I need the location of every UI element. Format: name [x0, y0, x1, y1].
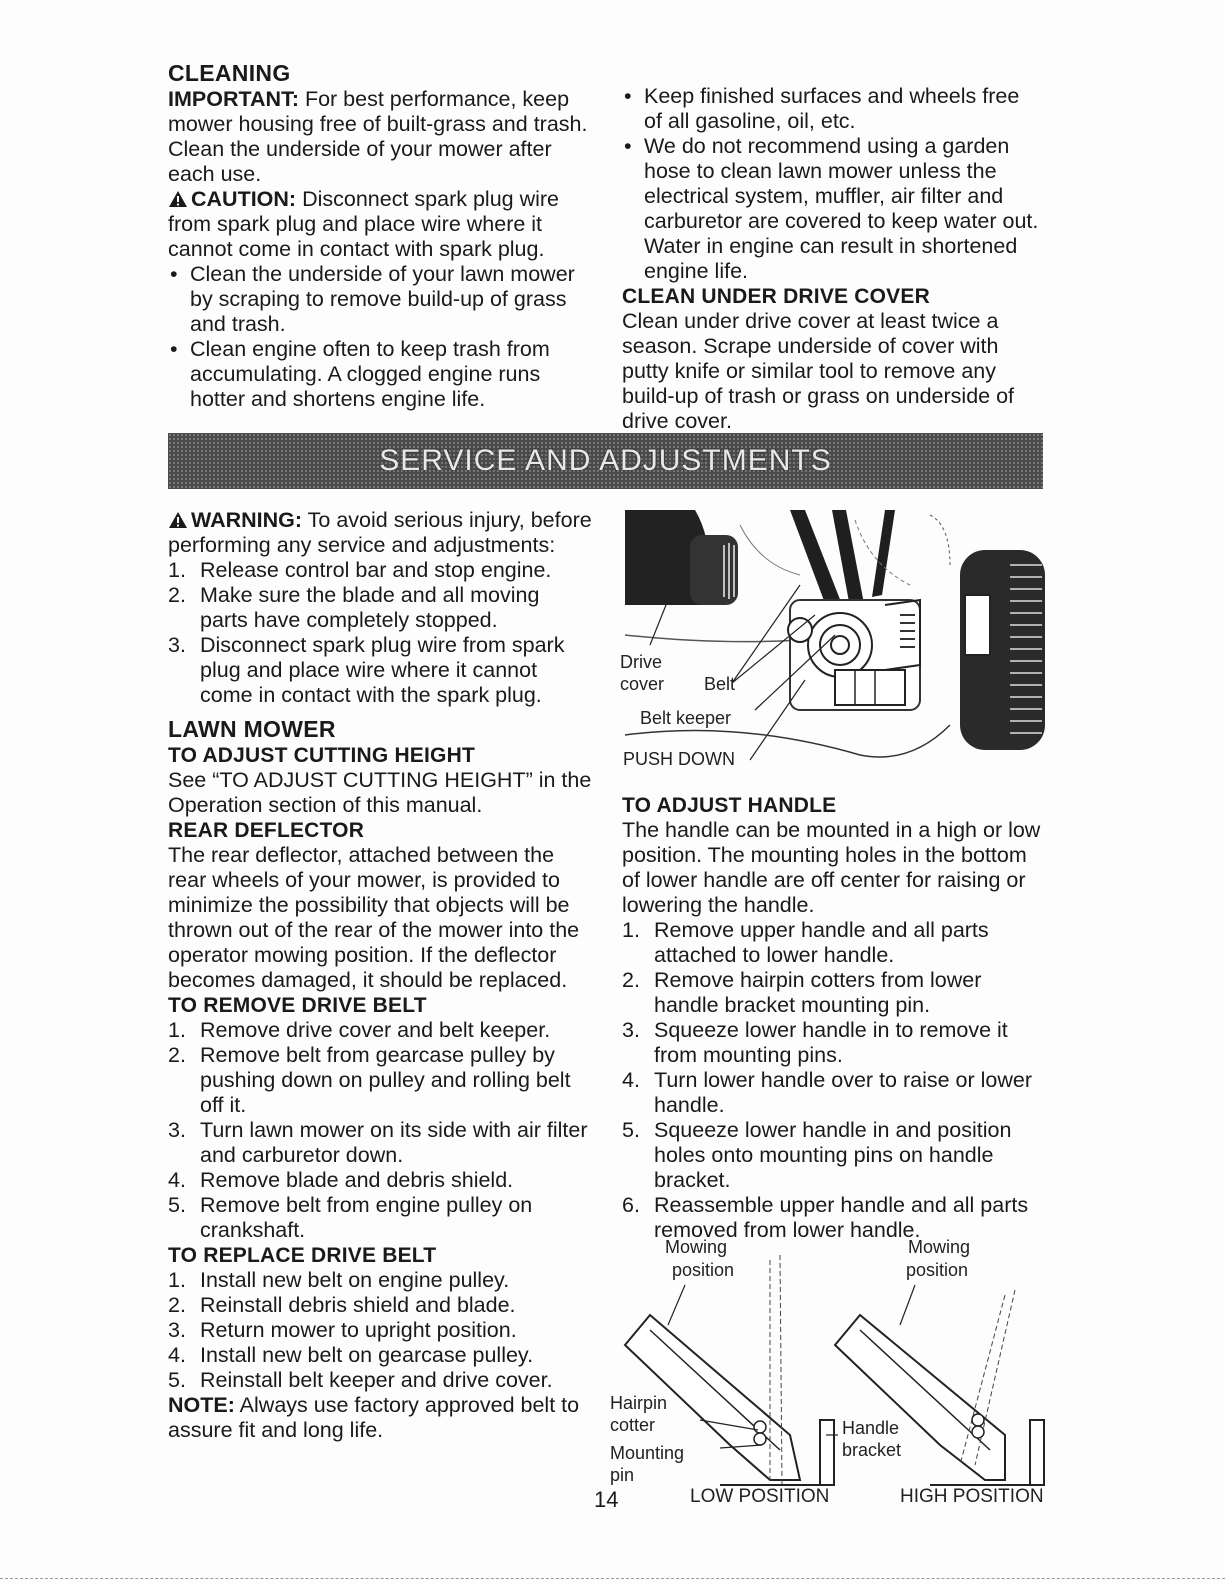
list-item: 3. Return mower to upright position. [168, 1318, 517, 1342]
remove-belt-heading: TO REMOVE DRIVE BELT [168, 994, 427, 1017]
step-text: Install new belt on engine pulley. [200, 1268, 510, 1292]
warning-steps [168, 558, 593, 708]
label-position-high: position [906, 1260, 969, 1280]
label-belt-keeper: Belt keeper [640, 708, 732, 728]
label-mowing-low: Mowing [665, 1237, 728, 1257]
clean-under-drive-cover-heading: CLEAN UNDER DRIVE COVER [622, 285, 930, 308]
replace-belt-heading: TO REPLACE DRIVE BELT [168, 1244, 437, 1267]
clean-under-drive-cover-text: Clean under drive cover at least twice a season. Scrape underside of cover with putty knife or similar tool to remove any build-up of trash or grass on underside of drive cover. [622, 309, 1015, 433]
label-mounting: Mounting [610, 1443, 685, 1463]
warning-lead: WARNING: [191, 508, 303, 532]
step-text: Remove upper handle and all parts attached to lower handle. [654, 918, 989, 967]
note-text: Always use factory approved belt to assure fit and long life. [168, 1393, 580, 1442]
rear-deflector-heading: REAR DEFLECTOR [168, 819, 365, 842]
adjust-handle-steps [622, 918, 1042, 1243]
caution-paragraph [168, 187, 593, 262]
important-lead: IMPORTANT: [168, 87, 299, 111]
adjust-handle-section [622, 793, 1042, 1243]
label-belt: Belt [704, 674, 736, 694]
list-item: 4. Install new belt on gearcase pulley. [168, 1343, 534, 1367]
list-item: 1. Remove drive cover and belt keeper. [168, 1018, 551, 1042]
step-text: Remove hairpin cotters from lower handle bracket mounting pin. [654, 968, 982, 1017]
label-high-position: HIGH POSITION [900, 1486, 1044, 1507]
list-item: 4. Turn lower handle over to raise or lower handle. [622, 1068, 1033, 1117]
step-text: Disconnect spark plug wire from spark plug and place wire where it cannot come in contact with the spark plug. [200, 633, 565, 707]
step-text: Remove blade and debris shield. [200, 1168, 514, 1192]
cleaning-right-section [622, 84, 1042, 434]
step-text: Reassemble upper handle and all parts removed from lower handle. [654, 1193, 1029, 1242]
list-item: 2. Remove belt from gearcase pulley by pushing down on pulley and rolling belt off it. [168, 1043, 571, 1117]
list-item: • We do not recommend using a garden hose to clean lawn mower unless the electrical system, muffler, air filter and carburetor are covered to keep water out. Water in engine can result in shortened engine life. [622, 134, 1042, 284]
page-number: 14 [594, 1487, 619, 1512]
step-text: Squeeze lower handle in and position holes onto mounting pins on handle bracket. [654, 1118, 1012, 1192]
adjust-handle-heading: TO ADJUST HANDLE [622, 794, 837, 817]
cutting-height-heading: TO ADJUST CUTTING HEIGHT [168, 744, 475, 767]
list-item: • Clean engine often to keep trash from accumulating. A clogged engine runs hotter and shortens engine life. [168, 337, 593, 412]
warning-paragraph [168, 508, 593, 558]
label-cover: cover [620, 674, 665, 694]
rear-deflector-text: The rear deflector, attached between the rear wheels of your mower, is provided to minimize the possibility that objects will be thrown out of the rear of the mower into the operator mowing position. If the deflector becomes damaged, it should be replaced. [168, 843, 580, 992]
step-text: Reinstall belt keeper and drive cover. [200, 1368, 553, 1392]
list-item: • Clean the underside of your lawn mower by scraping to remove build-up of grass and trash. [168, 262, 593, 337]
step-text: Turn lower handle over to raise or lower handle. [654, 1068, 1033, 1117]
warning-triangle-icon [168, 190, 188, 208]
step-text: Turn lawn mower on its side with air filter and carburetor down. [200, 1118, 588, 1167]
list-item: 4. Remove blade and debris shield. [168, 1168, 514, 1192]
remove-belt-steps [168, 1018, 593, 1243]
list-item: 5. Reinstall belt keeper and drive cover. [168, 1368, 553, 1392]
section-banner [168, 433, 1043, 489]
cleaning-bullets-left [168, 262, 593, 412]
step-text: Release control bar and stop engine. [200, 558, 552, 582]
list-item: 5. Remove belt from engine pulley on crankshaft. [168, 1193, 533, 1242]
list-item: 1. Release control bar and stop engine. [168, 558, 552, 582]
drive-cover-illustration [620, 505, 1045, 775]
label-mowing-high: Mowing [908, 1237, 971, 1257]
list-item: 1. Install new belt on engine pulley. [168, 1268, 510, 1292]
list-item: 2. Remove hairpin cotters from lower handle bracket mounting pin. [622, 968, 982, 1017]
service-left-column [168, 508, 593, 1443]
step-text: Reinstall debris shield and blade. [200, 1293, 516, 1317]
note-paragraph [168, 1393, 593, 1443]
list-item: • Keep finished surfaces and wheels free of all gasoline, oil, etc. [622, 84, 1042, 134]
list-item: 3. Disconnect spark plug wire from spark plug and place wire where it cannot come in contact with the spark plug. [168, 633, 565, 707]
step-text: Remove belt from engine pulley on crankshaft. [200, 1193, 533, 1242]
list-item: 6. Reassemble upper handle and all parts removed from lower handle. [622, 1193, 1029, 1242]
drive-cover-figure [620, 505, 1045, 775]
important-paragraph [168, 87, 593, 187]
important-text: For best performance, keep mower housing free of built-grass and trash. Clean the underside of your mower after each use. [168, 87, 588, 186]
step-text: Make sure the blade and all moving parts have completely stopped. [200, 583, 540, 632]
caution-text: Disconnect spark plug wire from spark plug and place wire where it cannot come in contact with spark plug. [168, 187, 560, 261]
banner-title: SERVICE AND ADJUSTMENTS [379, 444, 832, 477]
label-pin: pin [610, 1465, 635, 1485]
cleaning-heading: CLEANING [168, 60, 291, 86]
adjust-handle-text: The handle can be mounted in a high or low position. The mounting holes in the bottom of lower handle are off center for raising or lowering the handle. [622, 818, 1041, 917]
label-hairpin: Hairpin [610, 1393, 668, 1413]
step-text: Squeeze lower handle in to remove it from mounting pins. [654, 1018, 1008, 1067]
label-handle: Handle [842, 1418, 900, 1438]
page-bottom-divider [0, 1578, 1225, 1579]
label-bracket: bracket [842, 1440, 902, 1460]
step-text: Remove belt from gearcase pulley by pushing down on pulley and rolling belt off it. [200, 1043, 571, 1117]
list-item: 1. Remove upper handle and all parts attached to lower handle. [622, 918, 989, 967]
list-item: 3. Turn lawn mower on its side with air filter and carburetor down. [168, 1118, 588, 1167]
label-position-low: position [672, 1260, 735, 1280]
list-item: 2. Make sure the blade and all moving parts have completely stopped. [168, 583, 540, 632]
step-text: Install new belt on gearcase pulley. [200, 1343, 534, 1367]
label-push-down: PUSH DOWN [623, 749, 735, 769]
step-text: Return mower to upright position. [200, 1318, 517, 1342]
warning-triangle-icon [168, 511, 188, 529]
label-drive: Drive [620, 652, 663, 672]
replace-belt-steps [168, 1268, 593, 1393]
warning-text: To avoid serious injury, before performing any service and adjustments: [168, 508, 592, 557]
cleaning-bullets-right [622, 84, 1042, 284]
list-item: 2. Reinstall debris shield and blade. [168, 1293, 516, 1317]
list-item: 5. Squeeze lower handle in and position holes onto mounting pins on handle bracket. [622, 1118, 1012, 1192]
lawn-mower-heading: LAWN MOWER [168, 716, 336, 742]
note-lead: NOTE: [168, 1393, 235, 1417]
cleaning-section [168, 60, 593, 412]
step-text: Remove drive cover and belt keeper. [200, 1018, 551, 1042]
handle-position-figure [610, 1235, 1050, 1510]
cutting-height-text: See “TO ADJUST CUTTING HEIGHT” in the Operation section of this manual. [168, 768, 592, 817]
label-low-position: LOW POSITION [690, 1486, 830, 1507]
list-item: 3. Squeeze lower handle in to remove it from mounting pins. [622, 1018, 1008, 1067]
label-cotter: cotter [610, 1415, 656, 1435]
caution-lead: CAUTION: [191, 187, 297, 211]
